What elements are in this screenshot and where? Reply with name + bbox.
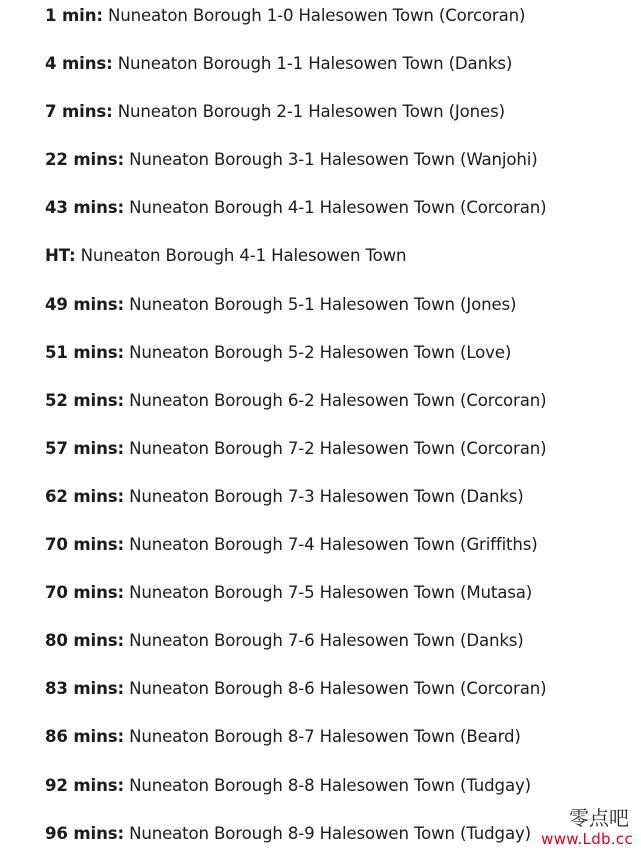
event-row bbox=[45, 677, 546, 725]
event-row bbox=[45, 196, 546, 244]
event-description: Nuneaton Borough 4-1 Halesowen Town bbox=[80, 246, 407, 266]
event-description: Nuneaton Borough 8-6 Halesowen Town (Corcoran) bbox=[129, 679, 547, 699]
event-description: Nuneaton Borough 5-2 Halesowen Town (Love) bbox=[129, 342, 512, 362]
event-description: Nuneaton Borough 7-2 Halesowen Town (Corcoran) bbox=[129, 438, 547, 458]
event-row bbox=[45, 293, 546, 341]
event-row bbox=[45, 148, 546, 196]
event-time: 86 mins: bbox=[45, 727, 124, 747]
event-row bbox=[45, 581, 546, 629]
event-time: 92 mins: bbox=[45, 775, 124, 795]
event-description: Nuneaton Borough 8-8 Halesowen Town (Tudgay) bbox=[129, 775, 531, 795]
event-time: 96 mins: bbox=[45, 823, 124, 843]
event-description: Nuneaton Borough 1-0 Halesowen Town (Corcoran) bbox=[107, 6, 526, 25]
event-row bbox=[45, 822, 546, 851]
event-description: Nuneaton Borough 8-7 Halesowen Town (Beard) bbox=[129, 727, 521, 747]
event-time: 83 mins: bbox=[45, 679, 124, 699]
event-row bbox=[45, 100, 546, 148]
event-description: Nuneaton Borough 3-1 Halesowen Town (Wanjohi) bbox=[129, 150, 538, 170]
event-time: 43 mins: bbox=[45, 198, 124, 218]
event-row bbox=[45, 389, 546, 437]
event-row bbox=[45, 244, 546, 292]
watermark-chinese-text: 零点吧 bbox=[569, 806, 629, 830]
event-time: HT: bbox=[45, 246, 76, 266]
event-row bbox=[45, 485, 546, 533]
event-description: Nuneaton Borough 7-4 Halesowen Town (Griffiths) bbox=[129, 535, 538, 555]
event-time: 62 mins: bbox=[45, 486, 124, 506]
event-row bbox=[45, 4, 546, 52]
event-row bbox=[45, 341, 546, 389]
event-row bbox=[45, 52, 546, 100]
event-time: 52 mins: bbox=[45, 390, 124, 410]
event-row bbox=[45, 725, 546, 773]
event-time: 70 mins: bbox=[45, 583, 124, 603]
event-description: Nuneaton Borough 8-9 Halesowen Town (Tudgay) bbox=[129, 823, 531, 843]
watermark bbox=[541, 808, 633, 847]
event-time: 49 mins: bbox=[45, 294, 124, 314]
event-row bbox=[45, 533, 546, 581]
event-time: 51 mins: bbox=[45, 342, 124, 362]
event-time: 4 mins: bbox=[45, 54, 113, 74]
event-description: Nuneaton Borough 6-2 Halesowen Town (Corcoran) bbox=[129, 390, 547, 410]
event-description: Nuneaton Borough 7-5 Halesowen Town (Mutasa) bbox=[129, 583, 533, 603]
event-time: 57 mins: bbox=[45, 438, 124, 458]
event-description: Nuneaton Borough 7-6 Halesowen Town (Danks) bbox=[129, 631, 524, 651]
event-row bbox=[45, 437, 546, 485]
event-description: Nuneaton Borough 4-1 Halesowen Town (Corcoran) bbox=[129, 198, 547, 218]
event-description: Nuneaton Borough 5-1 Halesowen Town (Jones) bbox=[129, 294, 517, 314]
watermark-url: www.Ldb.cc bbox=[541, 830, 633, 848]
event-description: Nuneaton Borough 1-1 Halesowen Town (Danks) bbox=[117, 54, 513, 74]
event-row bbox=[45, 774, 546, 822]
event-row bbox=[45, 629, 546, 677]
event-time: 1 min: bbox=[45, 6, 103, 25]
event-time: 7 mins: bbox=[45, 102, 113, 122]
event-time: 80 mins: bbox=[45, 631, 124, 651]
event-description: Nuneaton Borough 2-1 Halesowen Town (Jones) bbox=[117, 102, 505, 122]
event-time: 70 mins: bbox=[45, 535, 124, 555]
match-events-list bbox=[45, 4, 546, 851]
event-description: Nuneaton Borough 7-3 Halesowen Town (Danks) bbox=[129, 486, 524, 506]
event-time: 22 mins: bbox=[45, 150, 124, 170]
